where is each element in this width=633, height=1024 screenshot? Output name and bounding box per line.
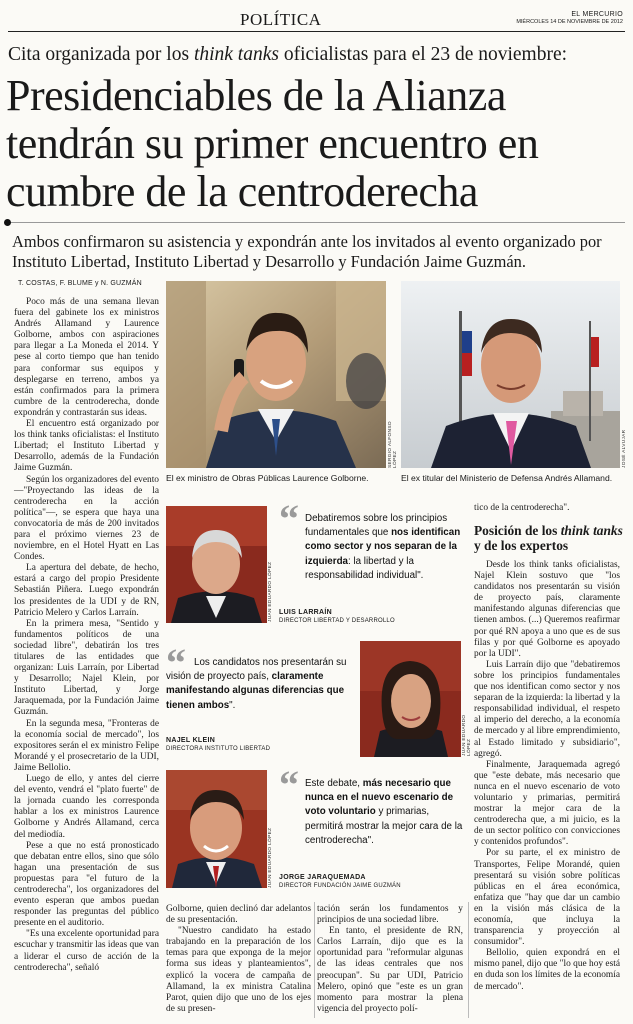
larrain-photo [166,506,267,623]
article-column-right [474,560,620,993]
headline: Presidenciables de la Alianza tendrán su primer encuentro en cumbre de la centroderecha [6,71,539,216]
photo-credit: JUAN EDUARDO LÓPEZ [268,561,273,622]
kicker-italic: think tanks [193,44,279,65]
column-divider [468,902,469,1018]
paragraph: Golborne, quien declinó dar adelantos de su presentación. [166,904,311,926]
article-column-1 [14,297,159,974]
quote-text: Debatiremos sobre los principios fundamentales que [305,513,448,539]
deck: Ambos confirmaron su asistencia y expondrán ante los invitados al evento organizado por Instituto Libertad, Instituto Libertad y Desarrollo y Fundación Jaime Guzmán. [12,232,602,271]
paper-date: MIÉRCOLES 14 DE NOVIEMBRE DE 2012 [516,19,623,25]
paragraph: tación serán los fundamentos y principios de una sociedad libre. [317,904,463,926]
paragraph: "Es una excelente oportunidad para escuchar y transmitir las ideas que van a liderar el curso de acción de la centroderecha", señaló [14,929,159,973]
quote-text: Este debate, [305,778,363,789]
photo-credit: JUAN EDUARDO LÓPEZ [268,827,273,888]
photo-caption: El ex titular del Ministerio de Defensa Andrés Allamand. [401,473,613,483]
larrain-photo-art [166,506,267,623]
quote-author-name: NAJEL KLEIN [166,737,216,744]
paragraph: En la segunda mesa, "Fronteras de la economía social de mercado", los expositores serán el ex ministro Felipe Morandé y el prosecretario de la UDI, Jaime Bellolio. [14,718,159,773]
quote-highlight: nos identifican como sector y nos separan de la izquierda [305,527,461,567]
paragraph: Poco más de una semana llevan fuera del gabinete los ex ministros Andrés Allamand y Laurence Golborne, ambos con aspiraciones para llegar a La Moneda el 2014. Y pese al corto tiempo que han tenido para conformar sus equipos y desplegarse en terreno, ambos ya están confirmados para la primera cumbre de la centroderecha, donde expondrán y contrastarán sus ideas. [14,297,159,418]
klein-photo [360,641,461,757]
golborne-photo-art [166,281,386,468]
quote-mark-icon: “ [166,640,182,685]
paragraph: "Nuestro candidato ha estado trabajando en la preparación de los temas para que exponga de la mejor forma sus ideas y planteamientos", explicó la vocera de campaña de Allamand, la ex ministra Catalina Parot, quien dijo que uno de los ejes de su presen- [166,926,311,1014]
subhead [474,523,624,553]
quote-mark-icon: “ [279,762,295,807]
photo-credit: JOSÉ ALVUJAR [622,429,627,468]
headline-dot [4,219,11,226]
quote-highlight: más necesario que nunca en el nuevo escenario de voto voluntario [305,778,454,818]
photo-credit: SERGIO ALFONSO LÓPEZ [388,421,398,468]
quote-author-title: DIRECTOR LIBERTAD Y DESARROLLO [279,618,395,624]
quote-author-title: DIRECTORA INSTITUTO LIBERTAD [166,746,271,752]
article-column-3 [317,904,463,1015]
quote-mark-icon: “ [279,496,295,541]
photo-credit: JUAN EDUARDO LÓPEZ [462,714,472,756]
header-rule [8,31,625,32]
paragraph: Pese a que no está pronosticado que debatan entre ellos, sino que sólo hagan una presentación de sus propuestas para "el futuro de la centroderecha", los organizadores del evento esperan que ambos puedan responder las preguntas del público presente en el auditorio. [14,840,159,929]
right-column-top [474,503,620,514]
section-label: POLÍTICA [240,10,322,29]
paragraph: En la primera mesa, "Sentido y fundamentos políticos de una sociedad libre", debatirán los tres titulares de las entidades que organizan: Luis Larraín, por Libertad y Desarrollo; Najel Klein, por Instituto Libertad, y Jorge Jaraquemada, por la Fundación Jaime Guzmán. [14,618,159,718]
quote-text: ". [229,699,236,711]
kicker-post: oficialistas para el 23 de noviembre: [278,44,568,65]
allamand-photo [401,281,620,468]
allamand-photo-art [401,281,620,468]
paragraph: Desde los think tanks oficialistas, Najel Klein sostuvo que "los candidatos nos presentarán su visión de proyecto país, claramente manifestando algunas diferencias que tienen ambos. (...) Queremos reafirmar por qué RN apoya a uno que es de sus filas y por qué Golborne es apoyado por la UDI". [474,560,620,659]
photo-caption: El ex ministro de Obras Públicas Laurence Golborne. [166,473,369,483]
jaraquemada-photo-art [166,770,267,888]
paragraph: Luis Larraín dijo que "debatiremos sobre los principios fundamentales que nos identifican como sector y nos separan de la izquierda: la libertad y la responsabilidad individual, el respeto al imperio del derecho, a la economía de mercado y al libre emprendimiento, al Estado limitado y subsidiario", agregó. [474,659,620,759]
golborne-photo [166,281,386,468]
klein-photo-art [360,641,461,757]
paragraph: Por su parte, el ex ministro de Transportes, Felipe Morandé, quien presentará su visión sobre políticas públicas en el área económica, enfatiza que "hay que dar un cambio en la visión más clásica de la economía, que incluya la transparencia y proyección al consumidor". [474,848,620,948]
paragraph: tico de la centroderecha". [474,503,570,513]
byline: T. COSTAS, F. BLUME y N. GUZMÁN [18,280,142,287]
quote-author-title: DIRECTOR FUNDACIÓN JAIME GUZMÁN [279,883,401,889]
column-divider [314,902,315,1018]
quote-author-name: LUIS LARRAÍN [279,609,332,616]
quote-jorge-jaraquemada [305,777,467,848]
paragraph: Según los organizadores del evento —"Proyectando las ideas de la centroderecha en la acción política"—, se espera que haya una convocatoria de más de 200 invitados para el próximo viernes 23 de noviembre, en el Hotel Hyatt en Las Condes. [14,474,159,563]
quote-luis-larrain [305,512,465,583]
paragraph: Finalmente, Jaraquemada agregó que "este debate, más necesario que nunca en el nuevo escenario de voto voluntario y primarias, permitirá mostrar la mejor cara de la centroderecha que, a mi juicio, es la de un sector político con convicciones y contenidos profundos". [474,759,620,848]
quote-najel-klein [166,656,352,713]
jaraquemada-photo [166,770,267,888]
quote-highlight: claramente manifestando algunas diferencias que tienen ambos [166,671,345,711]
paragraph: El encuentro está organizado por los think tanks oficialistas: el Instituto Libertad; el Instituto Libertad y Desarrollo, además de la Fundación Jaime Guzmán. [14,419,159,474]
article-column-2 [166,904,311,1015]
paragraph: Luego de ello, y antes del cierre del evento, vendrá el "plato fuerte" de la jornada cuando les corresponda hablar a los ex ministros Laurence Golborne y Andrés Allamand, cerca del mediodía. [14,774,159,840]
subhead-italic: think tanks [560,523,623,538]
quote-text: Los candidatos nos presentarán su visión de proyecto país, [166,657,347,683]
paragraph: La apertura del debate, de hecho, estará a cargo del propio Presidente Sebastián Piñera. Luego expondrán los presidentes de la UDI y de RN, Patricio Melero y Carlos Larraín. [14,563,159,618]
paragraph: Bellolio, quien expondrá en el mismo panel, dijo que "lo que hoy está en duda son los límites de la economía de mercado". [474,948,620,992]
quote-text: y primarias, permitirá mostrar la mejor cara de la centroderecha". [305,806,463,846]
quote-author-name: JORGE JARAQUEMADA [279,874,366,881]
paper-name: EL MERCURIO [571,11,623,18]
paragraph: En tanto, el presidente de RN, Carlos Larraín, dijo que es la oportunidad para "reformular algunas de las ideas centrales que nos preocupan". Su par UDI, Patricio Melero, opinó que "este es un gran momento para mostrar la plena vigencia del proyecto polí- [317,926,463,1014]
kicker [8,44,628,66]
quote-text: : la libertad y la responsabilidad individual". [305,555,424,581]
subhead-pre: Posición de los [474,523,561,538]
headline-rule [8,222,625,223]
subhead-post: y de los expertos [474,538,569,553]
kicker-pre: Cita organizada por los [8,44,194,65]
